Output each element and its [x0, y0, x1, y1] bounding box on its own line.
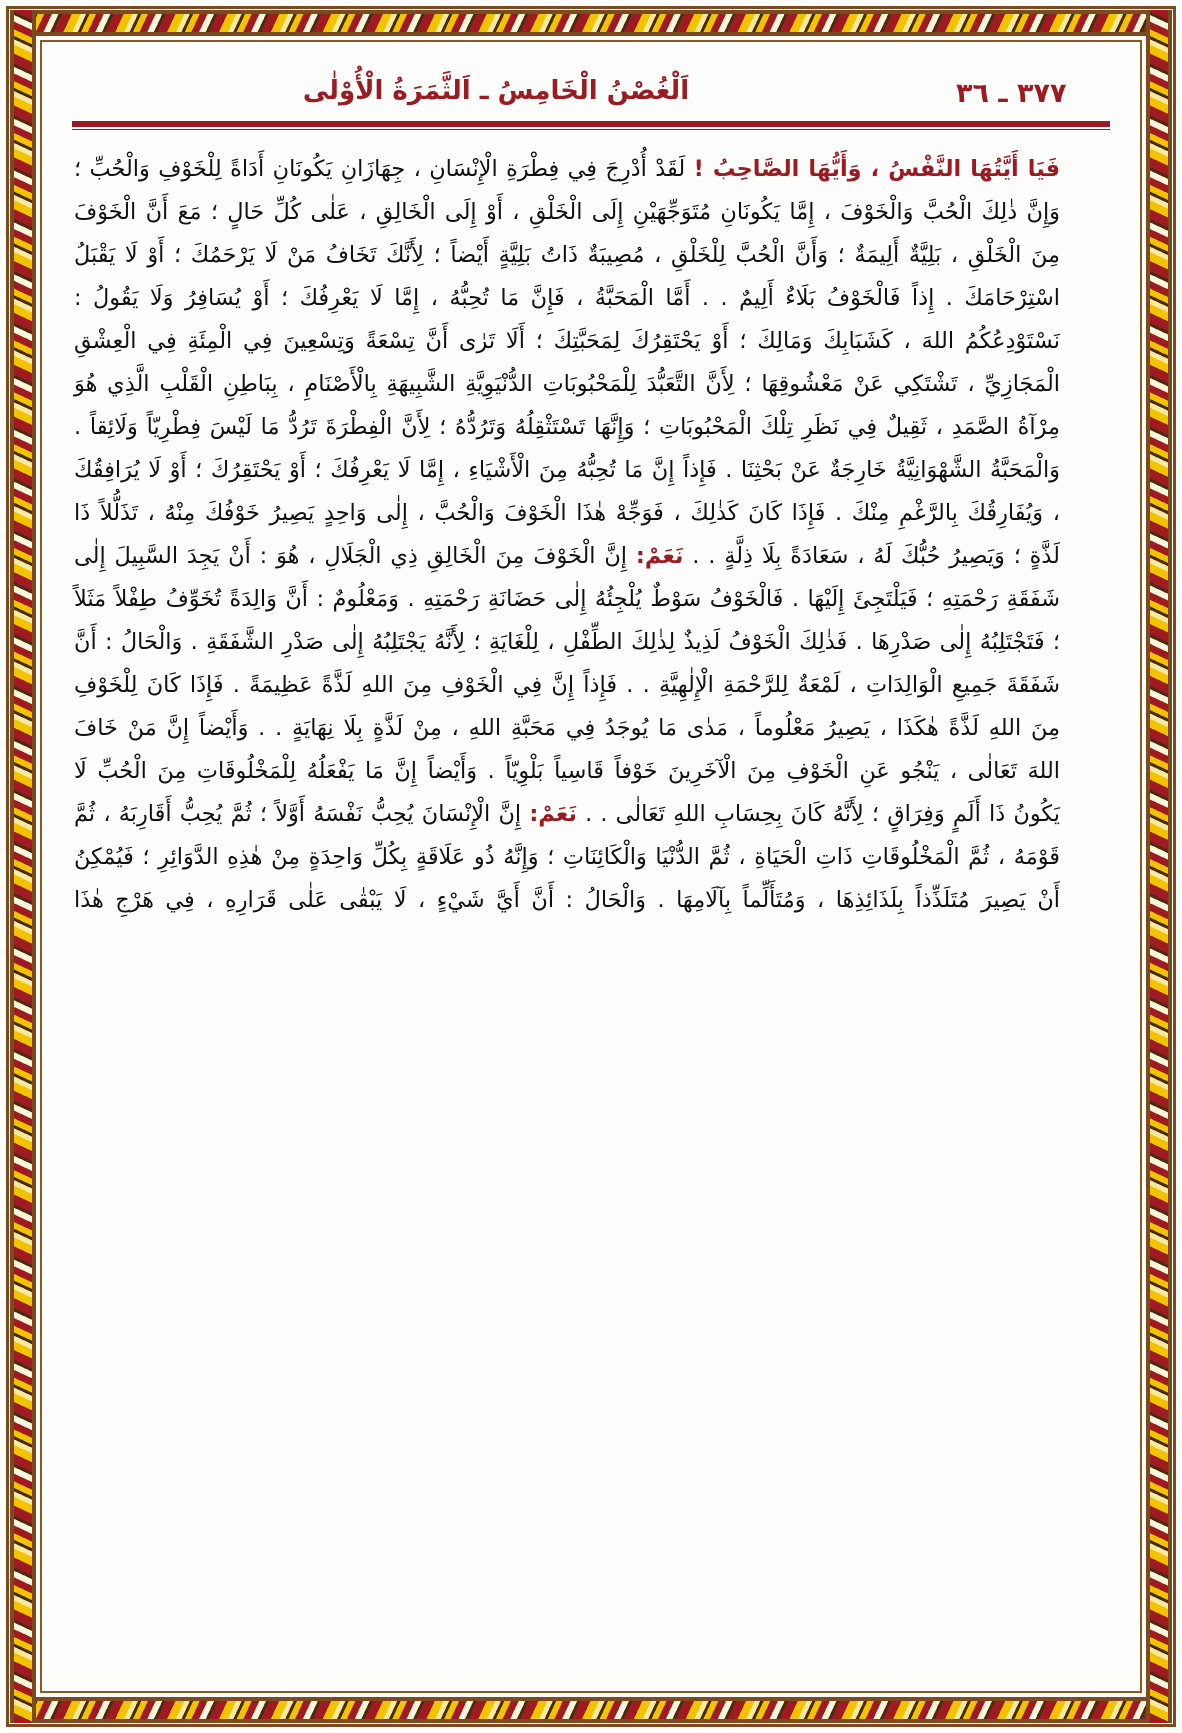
body-segment-1: لَقَدْ أُدْرِجَ فِي فِطْرَةِ الْإِنْسَانِ ، جِهَازَانِ يَكُونَانِ أَدَاةً لِلْخَوْفِ وَالْحُبِّ ؛ وَإِنَّ ذٰلِكَ الْحُبَّ وَالْخَوْفَ ، إِمَّا يَكُونَانِ مُتَوَجِّهَيْنِ إِلَى الْخَلْقِ ، أَوْ إِلَى الْخَالِقِ ، عَلٰى كُلِّ حَالٍ ؛ مَعَ أَنَّ الْخَوْفَ مِنَ الْخَلْقِ ، بَلِيَّةٌ أَلِيمَةٌ ؛ وَأَنَّ الْحُبَّ لِلْخَلْقِ ، مُصِيبَةٌ ذَاتُ بَلِيَّةٍ أَيْضاً ؛ لِأَنَّكَ تَخَافُ مَنْ لَا يَرْحَمُكَ ؛ أَوْ لَا يَقْبَلُ اسْتِرْحَامَكَ . إِذاً فَالْخَوْفُ بَلَاءٌ أَلِيمٌ . . أَمَّا الْمَحَبَّةُ ، فَإِنَّ مَا تُحِبُّهُ ، إِمَّا لَا يَعْرِفُكَ ؛ أَوْ يُسَافِرُ وَلَا يَقُولُ : نَسْتَوْدِعُكُمُ اللهَ ، كَشَبَابِكَ وَمَالِكَ ؛ أَوْ يَحْتَقِرُكَ لِمَحَبَّتِكَ ؛ أَلَا تَرٰى أَنَّ تِسْعَةً وَتِسْعِينَ فِي الْمِئَةِ فِي الْعِشْقِ الْمَجَازِيِّ ، تَشْتَكِي عَنْ مَعْشُوقِهَا ؛ لِأَنَّ التَّعَبُّدَ لِلْمَحْبُوبَاتِ الدُّنْيَوِيَّةِ الشَّبِيهَةِ بِالْأَصْنَامِ ، بِبَاطِنِ الْقَلْبِ الَّذِي هُوَ مِرْآةُ الصَّمَدِ ، ثَقِيلٌ فِي نَظَرِ تِلْكَ الْمَحْبُوبَاتِ ؛ وَإِنَّهَا تَسْتَثْقِلُهُ وَتَرُدُّهُ ؛ لِأَنَّ الْفِطْرَةَ تَرُدُّ مَا لَيْسَ فِطْرِيّاً وَلَائِقاً . وَالْمَحَبَّةُ الشَّهْوَانِيَّةُ خَارِجَةٌ عَنْ بَحْثِنَا . فَإِذاً إِنَّ مَا تُحِبُّهُ مِنَ الْأَشْيَاءِ ، إِمَّا لَا يَعْرِفُكَ ؛ أَوْ يَحْتَقِرُكَ ؛ أَوْ لَا يُرَافِقُكَ ، وَيُفَارِقُكَ بِالرَّغْمِ مِنْكَ . فَإِذَا كَانَ كَذٰلِكَ ، فَوَجِّهْ هٰذَا الْخَوْفَ وَالْحُبَّ ، إِلٰى وَاحِدٍ يَصِيرُ خَوْفُكَ مِنْهُ ، تَذَلُّلاً ذَا لَذَّةٍ ؛ وَيَصِيرُ حُبُّكَ لَهُ ، سَعَادَةً بِلَا ذِلَّةٍ . .	[74, 156, 1060, 569]
highlight-naam-2: نَعَمْ:	[529, 801, 577, 827]
header-divider-thin	[72, 129, 1110, 130]
highlight-naam-1: نَعَمْ:	[635, 543, 684, 569]
body-segment-3: إِنَّ الْإِنْسَانَ يُحِبُّ نَفْسَهُ أَوَّلاً ؛ ثُمَّ يُحِبُّ أَقَارِبَهُ ، ثُمَّ قَوْمَهُ ، ثُمَّ الْمَخْلُوقَاتِ ذَاتِ الْحَيَاةِ ، ثُمَّ الدُّنْيَا وَالْكَائِنَاتِ ؛ وَإِنَّهُ ذُو عَلَاقَةٍ بِكُلِّ وَاحِدَةٍ مِنْ هٰذِهِ الدَّوَائِرِ ؛ فَيُمْكِنُ أَنْ يَصِيرَ مُتَلَذِّذاً بِلَذَائِذِهَا ، وَمُتَأَلِّماً بِآلَامِهَا . وَالْحَالُ : أَنَّ أَيَّ شَيْءٍ ، لَا يَبْقٰى عَلٰى قَرَارِهِ ، فِي هَرْجِ هٰذَا	[74, 801, 1060, 913]
body-text-block	[68, 148, 1114, 922]
page-number-label: ٣٧٧ ـ ٣٦	[956, 78, 1067, 109]
border-ornament-right	[1146, 10, 1172, 1723]
page-title: اَلْغُصْنُ الْخَامِسُ ـ اَلثَّمَرَةُ الْأُوْلٰى	[302, 76, 690, 106]
header-divider-thick	[72, 121, 1110, 127]
border-ornament-left	[10, 10, 36, 1723]
border-ornament-bottom	[10, 1697, 1172, 1723]
border-ornament-top	[10, 10, 1172, 36]
body-paragraph	[74, 148, 1108, 922]
page-content	[46, 46, 1136, 1687]
opening-highlight: فَيَا أَيَّتُهَا النَّفْسُ ، وَأَيُّهَا الصَّاحِبُ !	[693, 156, 1060, 182]
body-segment-2: إِنَّ الْخَوْفَ مِنَ الْخَالِقِ ذِي الْجَلَالِ ، هُوَ : أَنْ يَجِدَ السَّبِيلَ إِلٰى شَفَقَةِ رَحْمَتِهِ ؛ فَيَلْتَجِئَ إِلَيْهَا . فَالْخَوْفُ سَوْطٌ يُلْجِئُهُ إِلٰى حَضَانَةِ رَحْمَتِهِ . وَمَعْلُومٌ : أَنَّ وَالِدَةً تُخَوِّفُ طِفْلاً مَثَلاً ؛ فَتَجْتَلِبُهُ إِلٰى صَدْرِهَا . فَذٰلِكَ الْخَوْفُ لَذِيذٌ لِذٰلِكَ الطِّفْلِ ، لِلْغَايَةِ ؛ لِأَنَّهُ يَجْتَلِبُهُ إِلٰى صَدْرِ الشَّفَقَةِ . وَالْحَالُ : أَنَّ شَفَقَةَ جَمِيعِ الْوَالِدَاتِ ، لَمْعَةٌ لِلرَّحْمَةِ الْإِلٰهِيَّةِ . . فَإِذاً إِنَّ فِي الْخَوْفِ مِنَ اللهِ لَذَّةً عَظِيمَةً . فَإِذَا كَانَ لِلْخَوْفِ مِنَ اللهِ لَذَّةً هٰكَذَا ، يَصِيرُ مَعْلُوماً ، مَدٰى مَا يُوجَدُ فِي مَحَبَّةِ اللهِ ، مِنْ لَذَّةٍ بِلَا نِهَايَةٍ . . وَأَيْضاً إِنَّ مَنْ خَافَ اللهَ تَعَالٰى ، يَنْجُو عَنِ الْخَوْفِ مِنَ الْآخَرِينَ خَوْفاً قَاسِياً بَلْوِيّاً . وَأَيْضاً إِنَّ مَا يَفْعَلُهُ لِلْمَخْلُوقَاتِ مِنَ الْحُبِّ لَا يَكُونُ ذَا أَلَمٍ وَفِرَاقٍ ؛ لِأَنَّهُ كَانَ بِحِسَابِ اللهِ تَعَالٰى . .	[74, 543, 1060, 827]
page-header	[68, 66, 1114, 111]
